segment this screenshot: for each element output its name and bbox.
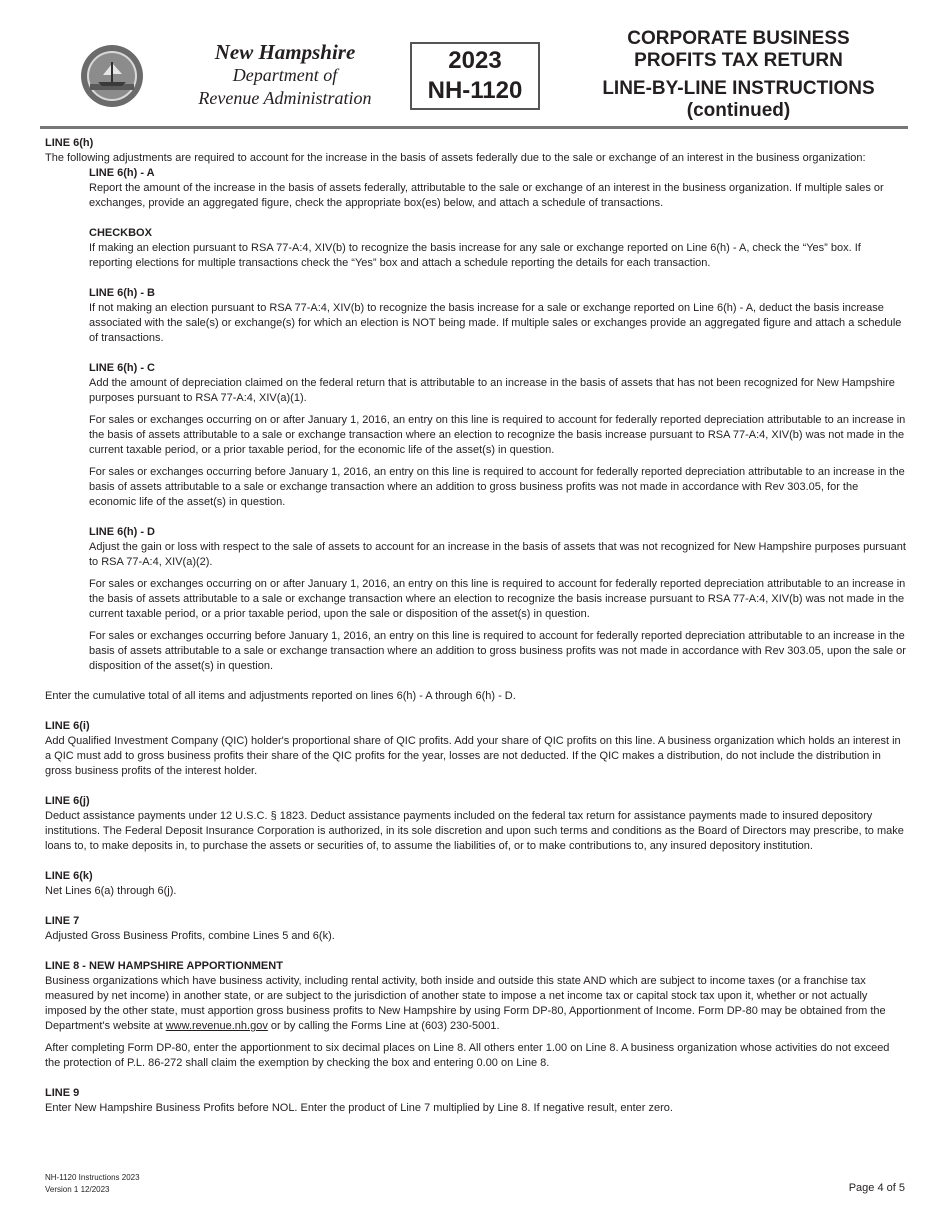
form-id-box (410, 42, 540, 110)
section-text: Add Qualified Investment Company (QIC) holder's proportional share of QIC profits. Add your share of QIC profits on this line. A business organization which holds an interest in a QIC must add to gross business profits their share of the QIC profits for the year, losses are not deducted. If the QIC makes a distribution, do not include the distribution in gross business profits of the interest holder. (45, 735, 901, 777)
section-heading: LINE 6(j) (45, 795, 90, 807)
title-line-4: (continued) (686, 100, 791, 121)
section-line-6h (45, 136, 907, 704)
subsection-6h-a (89, 166, 907, 674)
section-line-6i (45, 719, 907, 779)
section-text (45, 974, 907, 1034)
agency-name (160, 40, 410, 110)
section-line-6k (45, 869, 907, 899)
page-header (0, 0, 950, 130)
subsection-text: For sales or exchanges occurring before January 1, 2016, an entry on this line is required to account for federally reported depreciation attributable to an increase in the basis of assets attributable to a sale or exchange transaction where an addition to gross business profits was not made in accordance with Rev 303.05, upon the sale or disposition of the asset(s) in question. (89, 630, 906, 672)
section-heading: LINE 7 (45, 915, 80, 927)
footer-form-info (45, 1172, 140, 1196)
section-heading: LINE 6(i) (45, 720, 90, 732)
instructions-body (45, 136, 907, 1116)
section-heading: LINE 9 (45, 1087, 80, 1099)
form-number: NH-1120 (427, 77, 523, 104)
section-text: Adjusted Gross Business Profits, combine Lines 5 and 6(k). (45, 930, 335, 942)
subsection-text: Add the amount of depreciation claimed on the federal return that is attributable to an increase in the basis of assets that has not been recognized for New Hampshire purposes pursuant to RSA 77-A:4, XIV(a)(1). (89, 377, 895, 404)
department-line-2: Revenue Administration (198, 88, 372, 108)
department-line-1: Department of (232, 65, 338, 85)
page-number: Page 4 of 5 (848, 1182, 905, 1194)
section-line-7 (45, 914, 907, 944)
subsection-text: Report the amount of the increase in the basis of assets federally, attributable to the sale or exchange of an interest in the business organization. If multiple sales or exchanges, provide an aggregated figure, check the appropriate box(es) below, and attach a schedule of transactions. (89, 182, 884, 209)
footer-form-name: NH-1120 Instructions 2023 (45, 1173, 140, 1182)
subsection-heading: LINE 6(h) - C (89, 362, 155, 374)
revenue-website-link[interactable]: www.revenue.nh.gov (165, 1020, 268, 1032)
state-seal-icon (80, 44, 144, 108)
section-text: Net Lines 6(a) through 6(j). (45, 885, 177, 897)
footer-version: Version 1 12/2023 (45, 1185, 110, 1194)
section-line-9 (45, 1086, 907, 1116)
subsection-text: For sales or exchanges occurring on or after January 1, 2016, an entry on this line is required to account for federally reported depreciation attributable to an increase in the basis of assets attributable to a sale or exchange transaction where an election to recognize the basis increase pursuant to RSA 77-A:4, XIV(b) was not made in the current taxable period, or a prior taxable period, for the economic life of the asset(s) in question. (89, 414, 906, 456)
section-text: Enter the cumulative total of all items and adjustments reported on lines 6(h) - A through 6(h) - D. (45, 690, 516, 702)
header-divider (40, 126, 908, 129)
section-text: The following adjustments are required to account for the increase in the basis of assets federally due to the sale or exchange of an interest in the business organization: (45, 152, 866, 164)
subsection-heading: LINE 6(h) - B (89, 287, 155, 299)
state-name: New Hampshire (214, 40, 356, 64)
subsection-heading: LINE 6(h) - D (89, 526, 155, 538)
section-heading: LINE 6(k) (45, 870, 93, 882)
title-line-1: CORPORATE BUSINESS (627, 28, 850, 49)
section-heading: LINE 8 - NEW HAMPSHIRE APPORTIONMENT (45, 960, 283, 972)
section-text: Deduct assistance payments under 12 U.S.C. § 1823. Deduct assistance payments included on the federal tax return for assistance payments made to insured depository institutions. The Federal Deposit Insurance Corporation is authorized, in its sole discretion and upon such terms and conditions as the Board of Directors may prescribe, to make loans to, to make deposits in, to purchase the assets or securities of, to assume the liabilities of, or to make contributions to, any insured depository institution. (45, 810, 904, 852)
section-line-8 (45, 959, 907, 1071)
subsection-text: Adjust the gain or loss with respect to the sale of assets to account for an increase in the basis of assets that was not recognized for New Hampshire purposes pursuant to RSA 77-A:4, XIV(a)(2). (89, 541, 906, 568)
section-text: Enter New Hampshire Business Profits before NOL. Enter the product of Line 7 multiplied by Line 8. If negative result, enter zero. (45, 1102, 673, 1114)
text-fragment: Business organizations which have business activity, including rental activity, both inside and outside this state AND which are subject to income taxes (or a franchise tax measured by net income) in another state, or are subject to the jurisdiction of another state to impose a net income tax or capital stock tax upon it, whether or not actually imposed by the other state, must apportion gross business profits to New Hampshire by using Form DP-80, Apportionment of Income. Form DP-80 may be obtained from the Department's website at (45, 975, 886, 1032)
section-line-6j (45, 794, 907, 854)
subsection-text: For sales or exchanges occurring on or after January 1, 2016, an entry on this line is required to account for federally reported depreciation attributable to an increase in the basis of assets attributable to a sale or exchange transaction where an election to recognize the basis increase pursuant to RSA 77-A:4, XIV(b) was not made in the current taxable period, or a prior taxable period, upon the sale or disposition of the asset(s) in question. (89, 578, 906, 620)
subsection-text: For sales or exchanges occurring before January 1, 2016, an entry on this line is required to account for federally reported depreciation attributable to an increase in the basis of assets attributable to a sale or exchange transaction where an addition to gross business profits was not made in accordance with Rev 303.05, for the economic life of the asset(s) in question. (89, 466, 905, 508)
text-fragment: or by calling the Forms Line at (603) 230-5001. (267, 1020, 500, 1032)
section-heading: LINE 6(h) (45, 137, 94, 149)
document-title (590, 28, 887, 122)
section-text: After completing Form DP-80, enter the apportionment to six decimal places on Line 8. All others enter 1.00 on Line 8. A business organization whose activities do not exceed the protection of P.L. 86-272 shall claim the exemption by checking the box and entering 0.00 on Line 8. (45, 1042, 890, 1069)
subsection-text: If not making an election pursuant to RSA 77-A:4, XIV(b) to recognize the basis increase for a sale or exchange reported on Line 6(h) - A, deduct the basis increase associated with the sale(s) or exchange(s) for which an election is NOT being made. If multiple sales or exchanges provide an aggregated figure and attach a schedule of transactions. (89, 302, 902, 344)
title-line-3: LINE-BY-LINE INSTRUCTIONS (602, 78, 875, 99)
subsection-heading: LINE 6(h) - A (89, 167, 155, 179)
title-line-2: PROFITS TAX RETURN (634, 50, 843, 71)
subsection-heading: CHECKBOX (89, 227, 152, 239)
subsection-text: If making an election pursuant to RSA 77-A:4, XIV(b) to recognize the basis increase for any sale or exchange reported on Line 6(h) - A, check the “Yes” box. If reporting elections for multiple transactions check the “Yes” box and attach a schedule reporting the details for each transaction. (89, 242, 861, 269)
tax-year: 2023 (448, 47, 502, 74)
